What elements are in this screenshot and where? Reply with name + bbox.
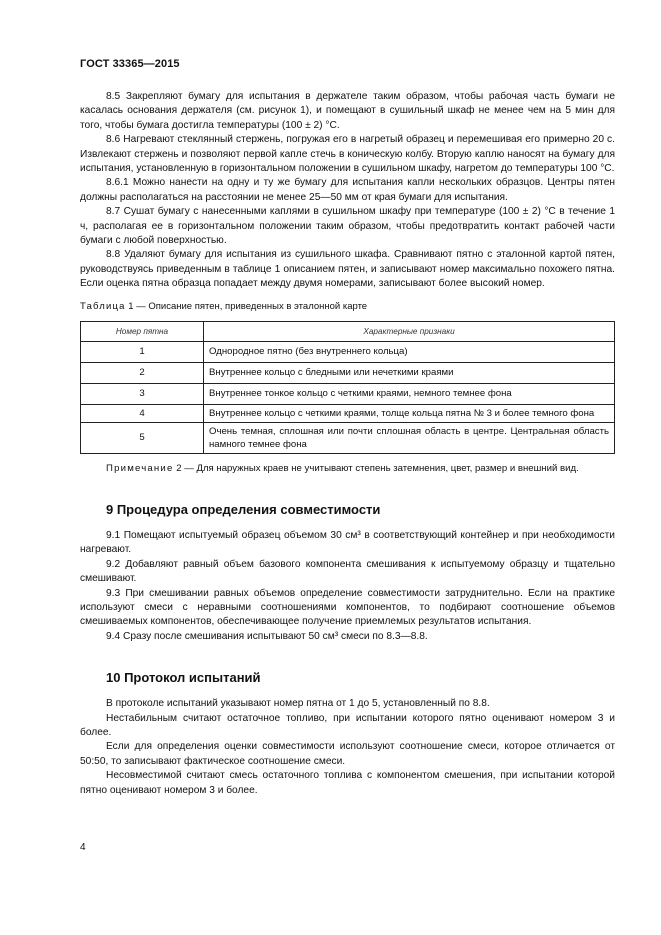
- spot-number-cell: 1: [81, 341, 204, 362]
- document-code: ГОСТ 33365—2015: [80, 58, 180, 70]
- spot-number-cell: 2: [81, 362, 204, 383]
- paragraph-8-7: 8.7 Сушат бумагу с нанесенными каплями в сушильном шкафу при температуре (100 ± 2) °С в течение 1 ч, располагая ее в горизонтальном положении таким образом, чтобы предотвратить контакт рабочей части бумаги с любой поверхностью.: [80, 206, 615, 247]
- paragraph-8-6-1: 8.6.1 Можно нанести на одну и ту же бумагу для испытания капли нескольких образцов. Центры пятен должны располагаться на расстоянии не менее 25—50 мм от края бумаги для испытания.: [80, 177, 615, 203]
- paragraph-9-1: 9.1 Помещают испытуемый образец объемом 30 см³ в соответствующий контейнер и при необходимости нагревают.: [80, 529, 615, 556]
- paragraph-10-2: Нестабильным считают остаточное топливо, при испытании которого пятно оценивают номером 3 и более.: [80, 712, 615, 738]
- section-9-body: [80, 529, 615, 644]
- paragraph-8-8: 8.8 Удаляют бумагу для испытания из сушильного шкафа. Сравнивают пятно с эталонной картой пятен, руководствуясь приведенным в таблице 1 описанием пятен, и записывают номер максимально похожего пятна. Если оценка пятна образца попадает между двумя номерами, записывают более высокий номер.: [80, 249, 615, 290]
- page-content: [80, 90, 615, 798]
- paragraph-9-2: 9.2 Добавляют равный объем базового компонента смешивания к испытуемому образцу и тщательно смешивают.: [80, 558, 615, 585]
- section-9-title: 9 Процедура определения совместимости: [106, 501, 381, 517]
- table-row: [81, 362, 615, 383]
- paragraph-8-5: 8.5 Закрепляют бумагу для испытания в держателе таким образом, чтобы рабочая часть бумаги не касалась основания держателя (см. рисунок 1), и помещают в сушильный шкаф не менее чем на 5 мин для того, чтобы бумага достигла температуры (100 ± 2) °С.: [80, 91, 615, 131]
- table-row: [81, 404, 615, 422]
- section-10-body: [80, 697, 615, 798]
- paragraph-9-4: 9.4 Сразу после смешивания испытывают 50 см³ смеси по 8.3—8.8.: [106, 630, 428, 642]
- paragraph-10-3: Если для определения оценки совместимости используют соотношение смеси, которое отличается от 50:50, то записывают фактическое соотношение смеси.: [80, 741, 615, 767]
- paragraph-10-4: Несовместимой считают смесь остаточного топлива с компонентом смешения, при испытании которой пятно оценивают номером 3 и более.: [80, 770, 615, 796]
- column-header-characteristics: Характерные признаки: [204, 321, 615, 341]
- table-row: [81, 422, 615, 453]
- spot-description-cell: Внутреннее кольцо с четкими краями, толще кольца пятна № 3 и более темного фона: [204, 404, 615, 422]
- spot-description-cell: Внутреннее тонкое кольцо с четкими краями, немного темнее фона: [204, 383, 615, 404]
- spot-description-cell: Внутреннее кольцо с бледными или нечеткими краями: [204, 362, 615, 383]
- spot-description-table: [80, 321, 615, 455]
- note-label: Примечание: [106, 463, 174, 475]
- section-10-title: 10 Протокол испытаний: [106, 670, 261, 686]
- table-caption: [80, 300, 615, 313]
- note-text: 2 — Для наружных краев не учитывают степень затемнения, цвет, размер и внешний вид.: [173, 463, 579, 475]
- page-number: 4: [80, 842, 86, 853]
- column-header-spot-number: Номер пятна: [81, 321, 204, 341]
- spot-number-cell: 5: [81, 422, 204, 453]
- spot-number-cell: 3: [81, 383, 204, 404]
- table-caption-label: Таблица: [80, 300, 126, 312]
- paragraph-10-1: В протоколе испытаний указывают номер пятна от 1 до 5, установленный по 8.8.: [106, 698, 490, 710]
- table-row: [81, 341, 615, 362]
- spot-number-cell: 4: [81, 404, 204, 422]
- spot-description-cell: Однородное пятно (без внутреннего кольца): [204, 341, 615, 362]
- paragraph-9-3: 9.3 При смешивании равных объемов определение совместимости затруднительно. Если на практике используют смеси с неравными соотношениями компонентов, то подбирают соотношение объемов смешиваемых компонентов, обеспечивающее получение приемлемых результатов испытания.: [80, 587, 615, 628]
- spot-description-cell: Очень темная, сплошная или почти сплошная область в центре. Центральная область намного темнее фона: [204, 422, 615, 453]
- table-header-row: [81, 321, 615, 341]
- section-8-body: [80, 90, 615, 292]
- paragraph-8-6: 8.6 Нагревают стеклянный стержень, погружая его в нагретый образец и перемешивая его примерно 20 с. Извлекают стержень и позволяют первой капле стечь в коническую колбу. Вторую каплю наносят на бумагу для испытания, установленную в горизонтальном положении в сушильном шкафу, нагретом до температуры 100 °С.: [80, 134, 615, 175]
- table-note: [80, 462, 615, 476]
- table-caption-text: 1 — Описание пятен, приведенных в эталонной карте: [125, 300, 368, 312]
- table-row: [81, 383, 615, 404]
